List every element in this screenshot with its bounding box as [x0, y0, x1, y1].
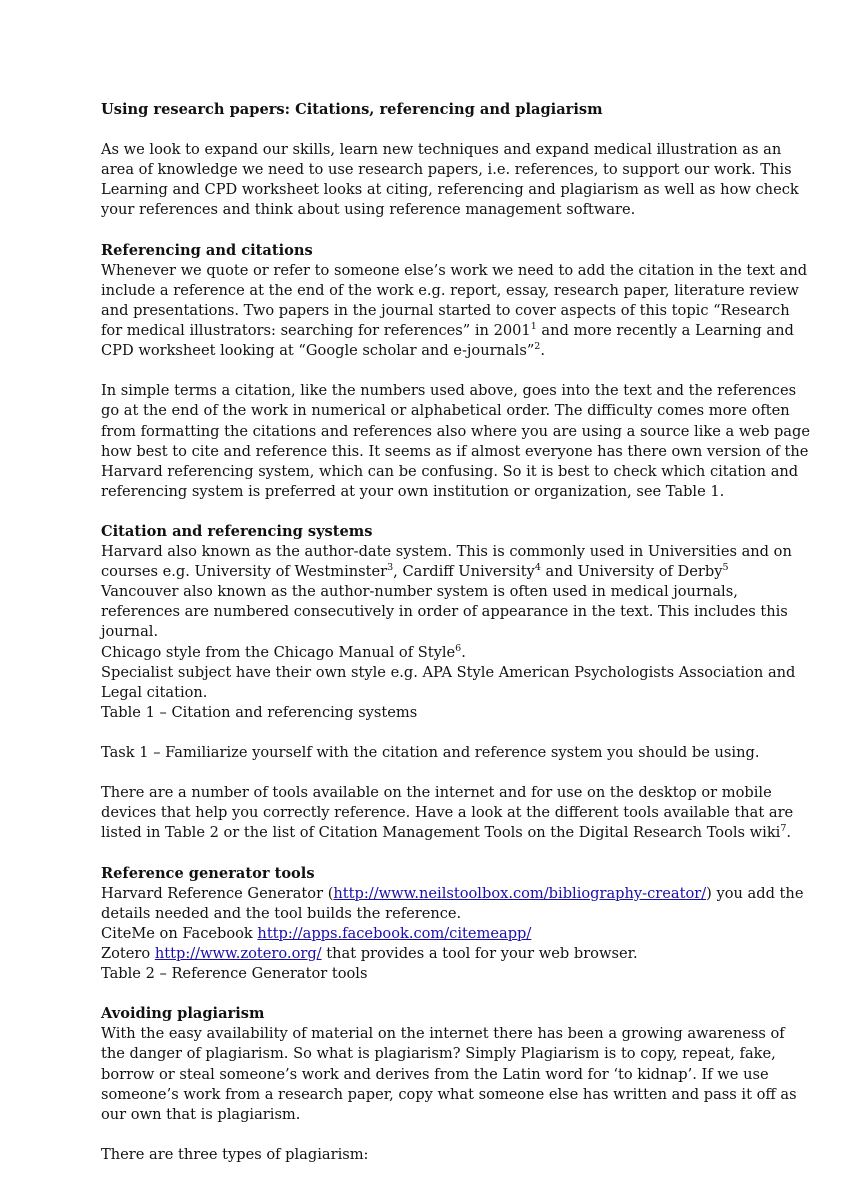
harvard-generator-text-b: ) you add the details needed and the tool builds the reference. — [101, 884, 804, 922]
section-heading-plagiarism: Avoiding plagiarism — [101, 1005, 265, 1023]
section-heading-systems: Citation and referencing systems — [101, 522, 373, 540]
chicago-text-a: Chicago style from the Chicago Manual of Style — [101, 643, 456, 661]
plagiarism-types-intro: There are three types of plagiarism: — [101, 1145, 369, 1163]
zotero-link[interactable]: http://www.zotero.org/ — [154, 944, 322, 962]
referencing-text-b: and more recently a Learning and CPD worksheet looking at “Google scholar and e-journals” — [101, 322, 794, 360]
plagiarism-paragraph: With the easy availability of material on the internet there has been a growing awareness of the danger of plagiarism. So what is plagiarism? Simply Plagiarism is to copy, repeat, fake, borrow or steal someone’s work and derives from the Latin word for ‘to kidnap’. If we use someone’s work from a research paper, copy what someone else has written and pass it off as our own that is plagiarism. — [101, 1025, 797, 1123]
referencing-text-a: Whenever we quote or refer to someone else’s work we need to add the citation in the text and include a reference at the end of the work e.g. report, essay, research paper, literature review and presentations. Two papers in the journal started to cover aspects of this topic “Research for medical illustrators: searching for references” in 2001 — [101, 261, 808, 340]
referencing-paragraph — [101, 261, 813, 361]
citeme-link[interactable]: http://apps.facebook.com/citemeapp/ — [257, 924, 532, 942]
intro-paragraph: As we look to expand our skills, learn new techniques and expand medical illustration as an area of knowledge we need to use research papers, i.e. references, to support our work. This Learning and CPD worksheet looks at citing, referencing and plagiarism as well as how check your references and think about using reference management software. — [101, 141, 799, 219]
vancouver-system-line: Vancouver also known as the author-number system is often used in medical journals, references are numbered consecutively in order of appearance in the text. This includes this journal. — [101, 583, 788, 641]
tools-text-a: There are a number of tools available on the internet and for use on the desktop or mobile devices that help you correctly reference. Have a look at the different tools available that are listed in Table 2 or the list of Citation Management Tools on the Digital Research Tools wiki — [101, 784, 794, 842]
harvard-text-c: and University of Derby — [540, 563, 723, 581]
superscript-2: 2 — [534, 341, 541, 353]
table-2-caption: Table 2 – Reference Generator tools — [101, 965, 368, 983]
chicago-system-line — [101, 643, 813, 663]
superscript-1: 1 — [530, 321, 537, 333]
superscript-3: 3 — [387, 562, 394, 574]
neilstoolbox-link[interactable]: http://www.neilstoolbox.com/bibliography-creator/ — [333, 884, 707, 902]
task-1-line: Task 1 – Familiarize yourself with the citation and reference system you should be using. — [101, 744, 760, 761]
table-1-caption: Table 1 – Citation and referencing systems — [101, 703, 418, 721]
citation-explanation-paragraph: In simple terms a citation, like the numbers used above, goes into the text and the references go at the end of the work in numerical or alphabetical order. The difficulty comes more often from formatting the citations and references also where you are using a source like a web page how best to cite and reference this. It seems as if almost everyone has there own version of the Harvard referencing system, which can be confusing. So it is best to check which citation and referencing system is preferred at your own institution or organization, see Table 1. — [101, 382, 810, 500]
harvard-system-line — [101, 542, 813, 582]
chicago-text-b: . — [461, 643, 466, 661]
document-title: Using research papers: Citations, referencing and plagiarism — [101, 101, 603, 118]
harvard-text-b: , Cardiff University — [393, 563, 535, 581]
tools-text-b: . — [786, 824, 792, 842]
section-heading-generators: Reference generator tools — [101, 864, 315, 882]
tools-paragraph — [101, 783, 813, 843]
harvard-generator-text-a: Harvard Reference Generator ( — [101, 884, 334, 902]
harvard-text-a: Harvard also known as the author-date system. This is commonly used in Universities and on courses e.g. University of Westminster — [101, 543, 792, 581]
zotero-text-a: Zotero — [101, 944, 155, 962]
superscript-5: 5 — [722, 562, 729, 574]
superscript-6: 6 — [455, 642, 462, 654]
zotero-text-b: that provides a tool for your web browser. — [321, 944, 638, 962]
section-heading-referencing: Referencing and citations — [101, 241, 313, 259]
citeme-text: CiteMe on Facebook — [101, 924, 258, 942]
referencing-text-c: . — [540, 342, 545, 360]
superscript-4: 4 — [534, 562, 541, 574]
document-page — [101, 100, 813, 1165]
harvard-generator-line — [101, 884, 813, 924]
zotero-line — [101, 944, 813, 964]
specialist-system-line: Specialist subject have their own style e.g. APA Style American Psychologists Association and Legal citation. — [101, 663, 796, 701]
citeme-line — [101, 924, 813, 944]
superscript-7: 7 — [780, 823, 787, 835]
